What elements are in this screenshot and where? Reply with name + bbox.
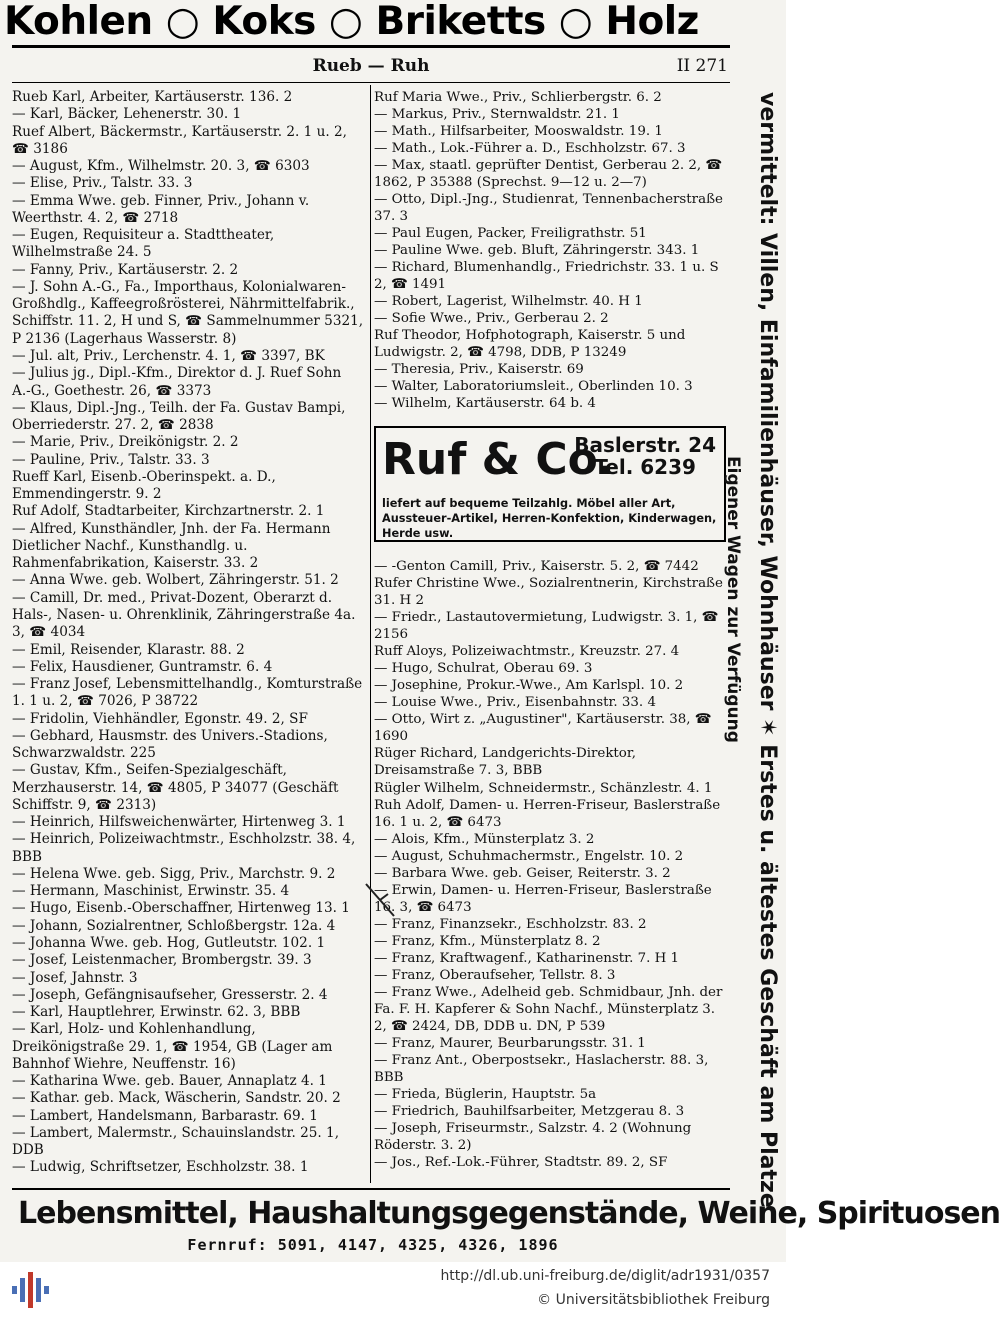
directory-entry: — Hugo, Eisenb.-Oberschaffner, Hirtenweg 13. 1 [12,900,350,917]
directory-entry: — Emil, Reisender, Klarastr. 88. 2 [12,641,245,658]
header-name-range: Rueb — Ruh [312,56,430,76]
directory-entry: — Kathar. geb. Mack, Wäscherin, Sandstr. 20. 2 [12,1090,341,1107]
directory-entry: — August, Kfm., Wilhelmstr. 20. 3, ☎ 6303 [12,158,310,175]
directory-entry: — Pauline, Priv., Talstr. 33. 3 [12,451,210,468]
directory-entry: — Katharina Wwe. geb. Bauer, Annaplatz 4. 1 [12,1073,327,1090]
directory-entry: — Julius jg., Dipl.-Kfm., Direktor d. J. Ruef Sohn A.-G., Goethestr. 26, ☎ 3373 [12,365,342,399]
directory-entry: — Franz, Kraftwagenf., Katharinenstr. 7. H 1 [374,950,680,966]
top-rule [12,45,730,48]
side-advertisement-inner: Eigener Wagen zur Verfügung [723,456,743,743]
directory-entry: — August, Schuhmachermstr., Engelstr. 10. 2 [374,848,684,864]
directory-entry: Ruef Albert, Bäckermstr., Kartäuserstr. 2. 1 u. 2, ☎ 3186 [12,123,347,157]
directory-entry: — Karl, Bäcker, Lehenerstr. 30. 1 [12,106,242,123]
directory-entry: — Eugen, Requisiteur a. Stadttheater, Wilhelmstraße 24. 5 [12,227,275,261]
directory-entry: Rügler Wilhelm, Schneidermstr., Schänzlestr. 4. 1 [374,780,713,796]
directory-entry: — Karl, Hauptlehrer, Erwinstr. 62. 3, BBB [12,1004,301,1021]
left-column [12,89,364,1177]
directory-entry: Ruff Aloys, Polizeiwachtmstr., Kreuzstr. 27. 4 [374,644,680,660]
directory-entry: — Barbara Wwe. geb. Geiser, Reiterstr. 3. 2 [374,865,671,881]
directory-entry: — Max, staatl. geprüfter Dentist, Gerberau 2. 2, ☎ 1862, P 35388 (Sprechst. 9—12 u. 2—7) [374,158,723,191]
right-entries-bottom [374,558,726,1171]
directory-entry: — Otto, Dipl.-Jng., Studienrat, Tennenbacherstraße 37. 3 [374,192,723,225]
directory-entry: — Franz, Finanzsekr., Eschholzstr. 83. 2 [374,916,647,932]
ad-company-name: Ruf & Co. [382,434,615,486]
header-page-number: II 271 [676,56,728,76]
directory-entry: — Helena Wwe. geb. Sigg, Priv., Marchstr. 9. 2 [12,865,336,882]
directory-entry: — Walter, Laboratoriumsleit., Oberlinden 10. 3 [374,379,693,395]
directory-entry: — Math., Lok.-Führer a. D., Eschholzstr. 67. 3 [374,141,686,157]
directory-entry: — Hugo, Schulrat, Oberau 69. 3 [374,661,593,677]
directory-entry: — Gebhard, Hausmstr. des Univers.-Stadions, Schwarzwaldstr. 225 [12,727,328,762]
right-entries-top [374,89,726,412]
directory-entry: — Franz, Kfm., Münsterplatz 8. 2 [374,933,601,949]
directory-entry: — Fridolin, Viehhändler, Egonstr. 49. 2, SF [12,710,308,727]
directory-entry: — Friedrich, Bauhilfsarbeiter, Metzgerau 8. 3 [374,1103,685,1119]
directory-entry: — Franz Ant., Oberpostsekr., Haslacherstr. 88. 3, BBB [374,1052,709,1085]
directory-entry: — Lambert, Handelsmann, Barbarastr. 69. 1 [12,1107,318,1124]
directory-entry: — Karl, Holz- und Kohlenhandlung, Dreikönigstraße 29. 1, ☎ 1954, GB (Lager am Bahnhof Wiehre, Neuffenstr. 16) [12,1021,333,1072]
directory-entry: — Alois, Kfm., Münsterplatz 3. 2 [374,831,595,847]
directory-entry: — Erwin, Damen- u. Herren-Friseur, Baslerstraße 16. 3, ☎ 6473 [374,882,712,915]
directory-entry: — J. Sohn A.-G., Fa., Importhaus, Kolonialwaren-Großhdlg., Kaffeegroßrösterei, Nährmittelfabrik., Schiffstr. 11. 2, H und S, ☎ Sammelnummer 5321, P 2136 (Lagerhaus Wasserstr. 8) [12,278,364,347]
directory-entry: — Hermann, Maschinist, Erwinstr. 35. 4 [12,883,290,900]
directory-entry: — Theresia, Priv., Kaiserstr. 69 [374,362,584,378]
directory-entry: — Alfred, Kunsthändler, Jnh. der Fa. Hermann Dietlicher Nachf., Kunsthandlg. u. Rahmenfabrikation, Kaiserstr. 33. 2 [12,520,331,572]
directory-entry: Ruf Theodor, Hofphotograph, Kaiserstr. 5 und Ludwigstr. 2, ☎ 4798, DDB, P 13249 [374,328,686,361]
directory-entry: — Otto, Wirt z. „Augustiner", Kartäuserstr. 38, ☎ 1690 [374,712,712,745]
directory-entry: — Emma Wwe. geb. Finner, Priv., Johann v. Weerthstr. 4. 2, ☎ 2718 [12,192,310,226]
directory-entry: — Joseph, Friseurmstr., Salzstr. 4. 2 (Wohnung Röderstr. 3. 2) [374,1120,692,1153]
directory-entry: — Richard, Blumenhandlg., Friedrichstr. 33. 1 u. S 2, ☎ 1491 [374,260,719,293]
directory-entry: — Friedr., Lastautovermietung, Ludwigstr. 3. 1, ☎ 2156 [374,610,719,643]
directory-entry: Ruf Maria Wwe., Priv., Schlierbergstr. 6. 2 [374,90,662,105]
directory-entry: — Heinrich, Hilfsweichenwärter, Hirtenweg 3. 1 [12,814,346,831]
directory-entry: — Johann, Sozialrentner, Schloßbergstr. 12a. 4 [12,917,336,934]
permalink-url[interactable]: http://dl.ub.uni-freiburg.de/diglit/adr1931/0357 [440,1268,770,1284]
directory-entry: Ruf Adolf, Stadtarbeiter, Kirchzartnerstr. 2. 1 [12,503,325,520]
directory-entry: Rüger Richard, Landgerichts-Direktor, Dreisamstraße 7. 3, BBB [374,746,637,779]
directory-entry: — Jul. alt, Priv., Lerchenstr. 4. 1, ☎ 3397, BK [12,347,325,364]
viewer-footer [0,1262,786,1318]
directory-entry: — Ludwig, Schriftsetzer, Eschholzstr. 38. 1 [12,1159,309,1176]
ad-phone: Tel. 6239 [594,455,696,480]
directory-entry: — Josef, Jahnstr. 3 [12,969,138,986]
directory-entry: — Robert, Lagerist, Wilhelmstr. 40. H 1 [374,294,643,310]
directory-entry: — Franz, Oberaufseher, Tellstr. 8. 3 [374,967,616,983]
directory-entry: — Jos., Ref.-Lok.-Führer, Stadtstr. 89. 2, SF [374,1154,668,1170]
directory-entry: Rueff Karl, Eisenb.-Oberinspekt. a. D., Emmendingerstr. 9. 2 [12,468,276,503]
directory-entry: Rueb Karl, Arbeiter, Kartäuserstr. 136. 2 [12,89,293,105]
directory-entry: — Sofie Wwe., Priv., Gerberau 2. 2 [374,311,609,327]
directory-entry: — Gustav, Kfm., Seifen-Spezialgeschäft, Merzhauserstr. 14, ☎ 4805, P 34077 (Geschäft Schiffstr. 9, ☎ 2313) [12,762,339,813]
directory-entry: — Wilhelm, Kartäuserstr. 64 b. 4 [374,396,596,412]
university-library-logo-icon [10,1270,52,1310]
directory-entry: — Klaus, Dipl.-Jng., Teilh. der Fa. Gustav Bampi, Oberriederstr. 27. 2, ☎ 2838 [12,399,346,434]
directory-entry: — Joseph, Gefängnisaufseher, Gresserstr. 2. 4 [12,986,328,1003]
header-rule [12,82,730,83]
directory-entry: — Math., Hilfsarbeiter, Mooswaldstr. 19. 1 [374,124,663,140]
directory-entry: — Frieda, Büglerin, Hauptstr. 5a [374,1086,597,1102]
directory-entry: — Felix, Hausdiener, Guntramstr. 6. 4 [12,658,273,675]
right-column [374,89,726,1171]
directory-entry: Rufer Christine Wwe., Sozialrentnerin, Kirchstraße 31. H 2 [374,576,723,609]
directory-entry: — Lambert, Malermstr., Schauinslandstr. 25. 1, DDB [12,1124,340,1159]
ruf-co-advertisement [374,426,726,542]
directory-entry: — -Genton Camill, Priv., Kaiserstr. 5. 2, ☎ 7442 [374,559,699,575]
top-advertisement-banner: Kohlen ○ Koks ○ Briketts ○ Holz [4,0,699,44]
directory-entry: — Franz Wwe., Adelheid geb. Schmidbaur, Jnh. der Fa. F. H. Kapferer & Sohn Nachf., Münsterplatz 3. 2, ☎ 2424, DB, DDB u. DN, P 539 [374,984,723,1034]
directory-entry: — Johanna Wwe. geb. Hog, Gutleutstr. 102. 1 [12,935,326,952]
bottom-rule [12,1188,730,1190]
directory-entry: — Heinrich, Polizeiwachtmstr., Eschholzstr. 38. 4, BBB [12,831,356,865]
directory-entry: — Josephine, Prokur.-Wwe., Am Karlspl. 10. 2 [374,678,684,694]
side-advertisement-outer: vermittelt: Villen, Einfamilienhäuser, Wohnhäuser ✶ Erstes u. ältestes Geschäft am Platze [755,92,780,1208]
directory-entry: — Josef, Leistenmacher, Brombergstr. 39. 3 [12,952,312,969]
column-divider [370,85,371,1183]
directory-entry: — Fanny, Priv., Kartäuserstr. 2. 2 [12,261,239,278]
page-header [12,52,730,80]
directory-entry: — Markus, Priv., Sternwaldstr. 21. 1 [374,107,620,123]
ad-address: Baslerstr. 24 [574,433,716,458]
directory-entry: — Anna Wwe. geb. Wolbert, Zähringerstr. 51. 2 [12,572,339,589]
directory-entry: — Paul Eugen, Packer, Freiligrathstr. 51 [374,226,647,242]
directory-entry: — Franz Josef, Lebensmittelhandlg., Komturstraße 1. 1 u. 2, ☎ 7026, P 38722 [12,676,363,710]
bottom-advertisement-phone: Fernruf: 5091, 4147, 4325, 4326, 1896 [187,1236,559,1254]
directory-entry: — Camill, Dr. med., Privat-Dozent, Oberarzt d. Hals-, Nasen- u. Ohrenklinik, Zähringerstraße 4a. 3, ☎ 4034 [12,589,356,641]
directory-entry: — Franz, Maurer, Beurbarungsstr. 31. 1 [374,1035,646,1051]
ink-mark [360,880,400,920]
bottom-advertisement-banner: Lebensmittel, Haushaltungsgegenstände, Weine, Spirituosen [18,1196,1000,1231]
directory-entry: — Pauline Wwe. geb. Bluft, Zähringerstr. 343. 1 [374,243,700,259]
directory-entry: — Louise Wwe., Priv., Eisenbahnstr. 33. 4 [374,695,656,711]
directory-entry: — Marie, Priv., Dreikönigstr. 2. 2 [12,434,239,451]
directory-entry: — Elise, Priv., Talstr. 33. 3 [12,175,193,192]
directory-entry: Ruh Adolf, Damen- u. Herren-Friseur, Baslerstraße 16. 1 u. 2, ☎ 6473 [374,797,721,830]
copyright-notice: © Universitätsbibliothek Freiburg [537,1292,770,1308]
ad-address-block [574,434,716,478]
ad-description: liefert auf bequeme Teilzahlg. Möbel aller Art, Aussteuer-Artikel, Herren-Konfektion, Kinderwagen, Herde usw. [382,497,717,541]
